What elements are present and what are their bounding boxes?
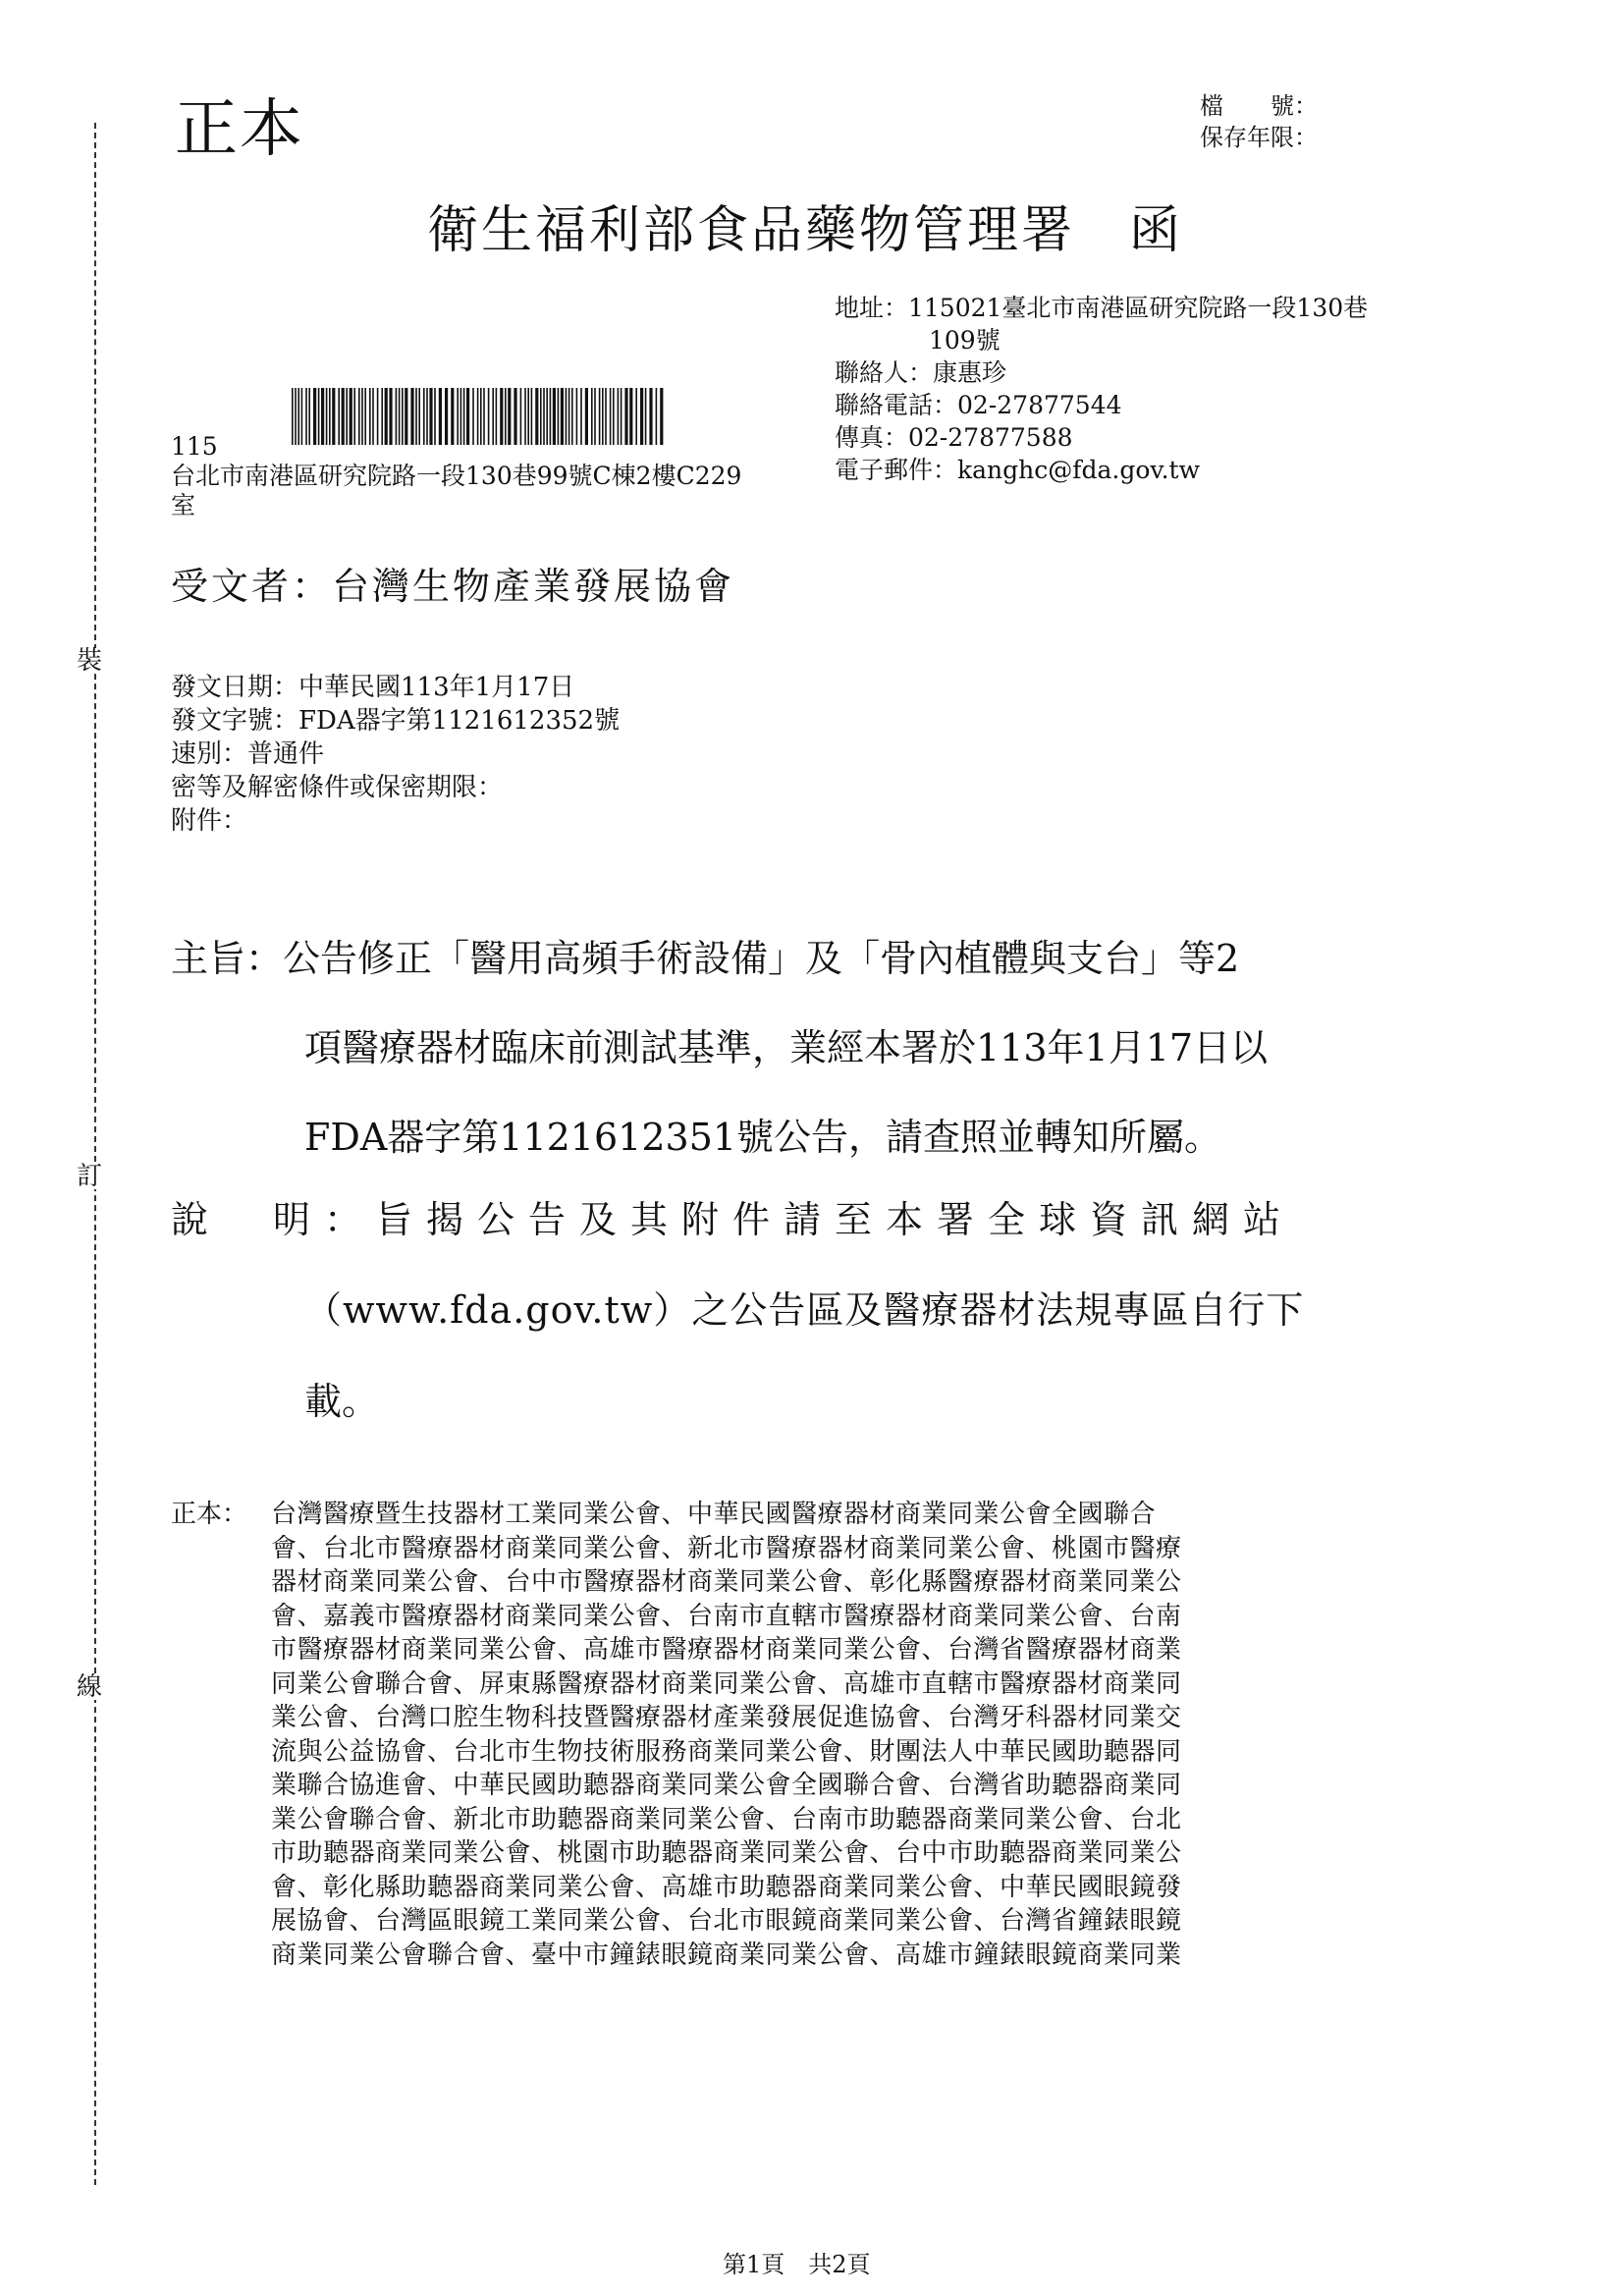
recipient: 受文者：台灣生物產業發展協會 [171,565,735,608]
cc-line: 台灣醫療暨生技器材工業同業公會、中華民國醫療器材商業同業公會全國聯合 [271,1500,1157,1529]
explanation-line2: （www.fda.gov.tw）之公告區及醫療器材法規專區自行下 [304,1288,1305,1332]
document-number: 發文字號：FDA器字第1121612352號 [171,706,621,736]
cc-line: 器材商業同業公會、台中市醫療器材商業同業公會、彰化縣醫療器材商業同業公 [271,1567,1182,1597]
binding-mark-bottom: 線 [77,1672,103,1702]
cc-line: 商業同業公會聯合會、臺中市鐘錶眼鏡商業同業公會、高雄市鐘錶眼鏡商業同業 [271,1940,1182,1970]
file-number-label: 檔 號： [1200,92,1318,120]
contact-fax: 傳真：02-27877588 [835,423,1073,452]
cc-line: 業聯合協進會、中華民國助聽器商業同業公會全國聯合會、台灣省助聽器商業同 [271,1771,1182,1800]
subject-line1: 主旨：公告修正「醫用高頻手術設備」及「骨內植體與支台」等2 [171,937,1240,980]
cc-line: 展協會、台灣區眼鏡工業同業公會、台北市眼鏡商業同業公會、台灣省鐘錶眼鏡 [271,1906,1182,1936]
binding-mark-middle: 訂 [77,1162,103,1191]
contact-email: 電子郵件：kanghc@fda.gov.tw [835,456,1200,484]
original-copy-stamp: 正本 [175,93,304,166]
document-meta [171,671,620,838]
mailing-address-block [171,432,741,520]
sender-address-line1: 地址：115021臺北市南港區研究院路一段130巷 [835,294,1369,322]
explanation-line3: 載。 [304,1380,380,1423]
subject-line3: FDA器字第1121612351號公告，請查照並轉知所屬。 [304,1116,1222,1159]
cc-recipient-list [271,1498,1182,1972]
page-number: 第1頁 共2頁 [723,2251,871,2278]
retention-period-label: 保存年限： [1200,124,1318,151]
document-title: 衛生福利部食品藥物管理署 函 [427,201,1184,260]
mailing-address-line1: 台北市南港區研究院路一段130巷99號C棟2樓C229 [171,462,742,490]
contact-phone: 聯絡電話：02-27877544 [835,391,1122,419]
cc-line: 市助聽器商業同業公會、桃園市助聽器商業同業公會、台中市助聽器商業同業公 [271,1838,1182,1868]
cc-line: 流與公益協會、台北市生物技術服務商業同業公會、財團法人中華民國助聽器同 [271,1736,1182,1767]
mailing-address-line2: 室 [171,491,196,519]
cc-line: 業公會聯合會、新北市助聽器商業同業公會、台南市助聽器商業同業公會、台北 [271,1804,1182,1834]
cc-line: 會、台北市醫療器材商業同業公會、新北市醫療器材商業同業公會、桃園市醫療 [271,1533,1182,1563]
cc-line: 會、彰化縣助聽器商業同業公會、高雄市助聽器商業同業公會、中華民國眼鏡發 [271,1872,1182,1902]
cc-label: 正本： [171,1500,248,1529]
delivery-speed: 速別：普通件 [171,739,325,769]
issue-date: 發文日期：中華民國113年1月17日 [171,673,575,702]
cc-line: 業公會、台灣口腔生物科技暨醫療器材產業發展促進協會、台灣牙科器材同業交 [271,1703,1182,1732]
cc-line: 市醫療器材商業同業公會、高雄市醫療器材商業同業公會、台灣省醫療器材商業 [271,1635,1182,1665]
attachment: 附件： [171,806,248,836]
mailing-postcode: 115 [171,432,218,461]
binding-mark-top: 裝 [77,646,103,676]
subject-line2: 項醫療器材臨床前測試基準，業經本署於113年1月17日以 [304,1026,1269,1069]
file-meta [1200,90,1318,153]
cc-line: 會、嘉義市醫療器材商業同業公會、台南市直轄市醫療器材商業同業公會、台南 [271,1601,1182,1631]
contact-person: 聯絡人：康惠珍 [835,358,1007,387]
explanation-line1: 說 明：旨揭公告及其附件請至本署全球資訊網站 [171,1198,1295,1241]
sender-contact-block [835,292,1368,486]
sender-address-line2: 109號 [929,326,1001,355]
cc-line: 同業公會聯合會、屏東縣醫療器材商業同業公會、高雄市直轄市醫療器材商業同 [271,1668,1182,1699]
secrecy-level: 密等及解密條件或保密期限： [171,773,504,802]
binding-dashed-line [94,123,96,2185]
